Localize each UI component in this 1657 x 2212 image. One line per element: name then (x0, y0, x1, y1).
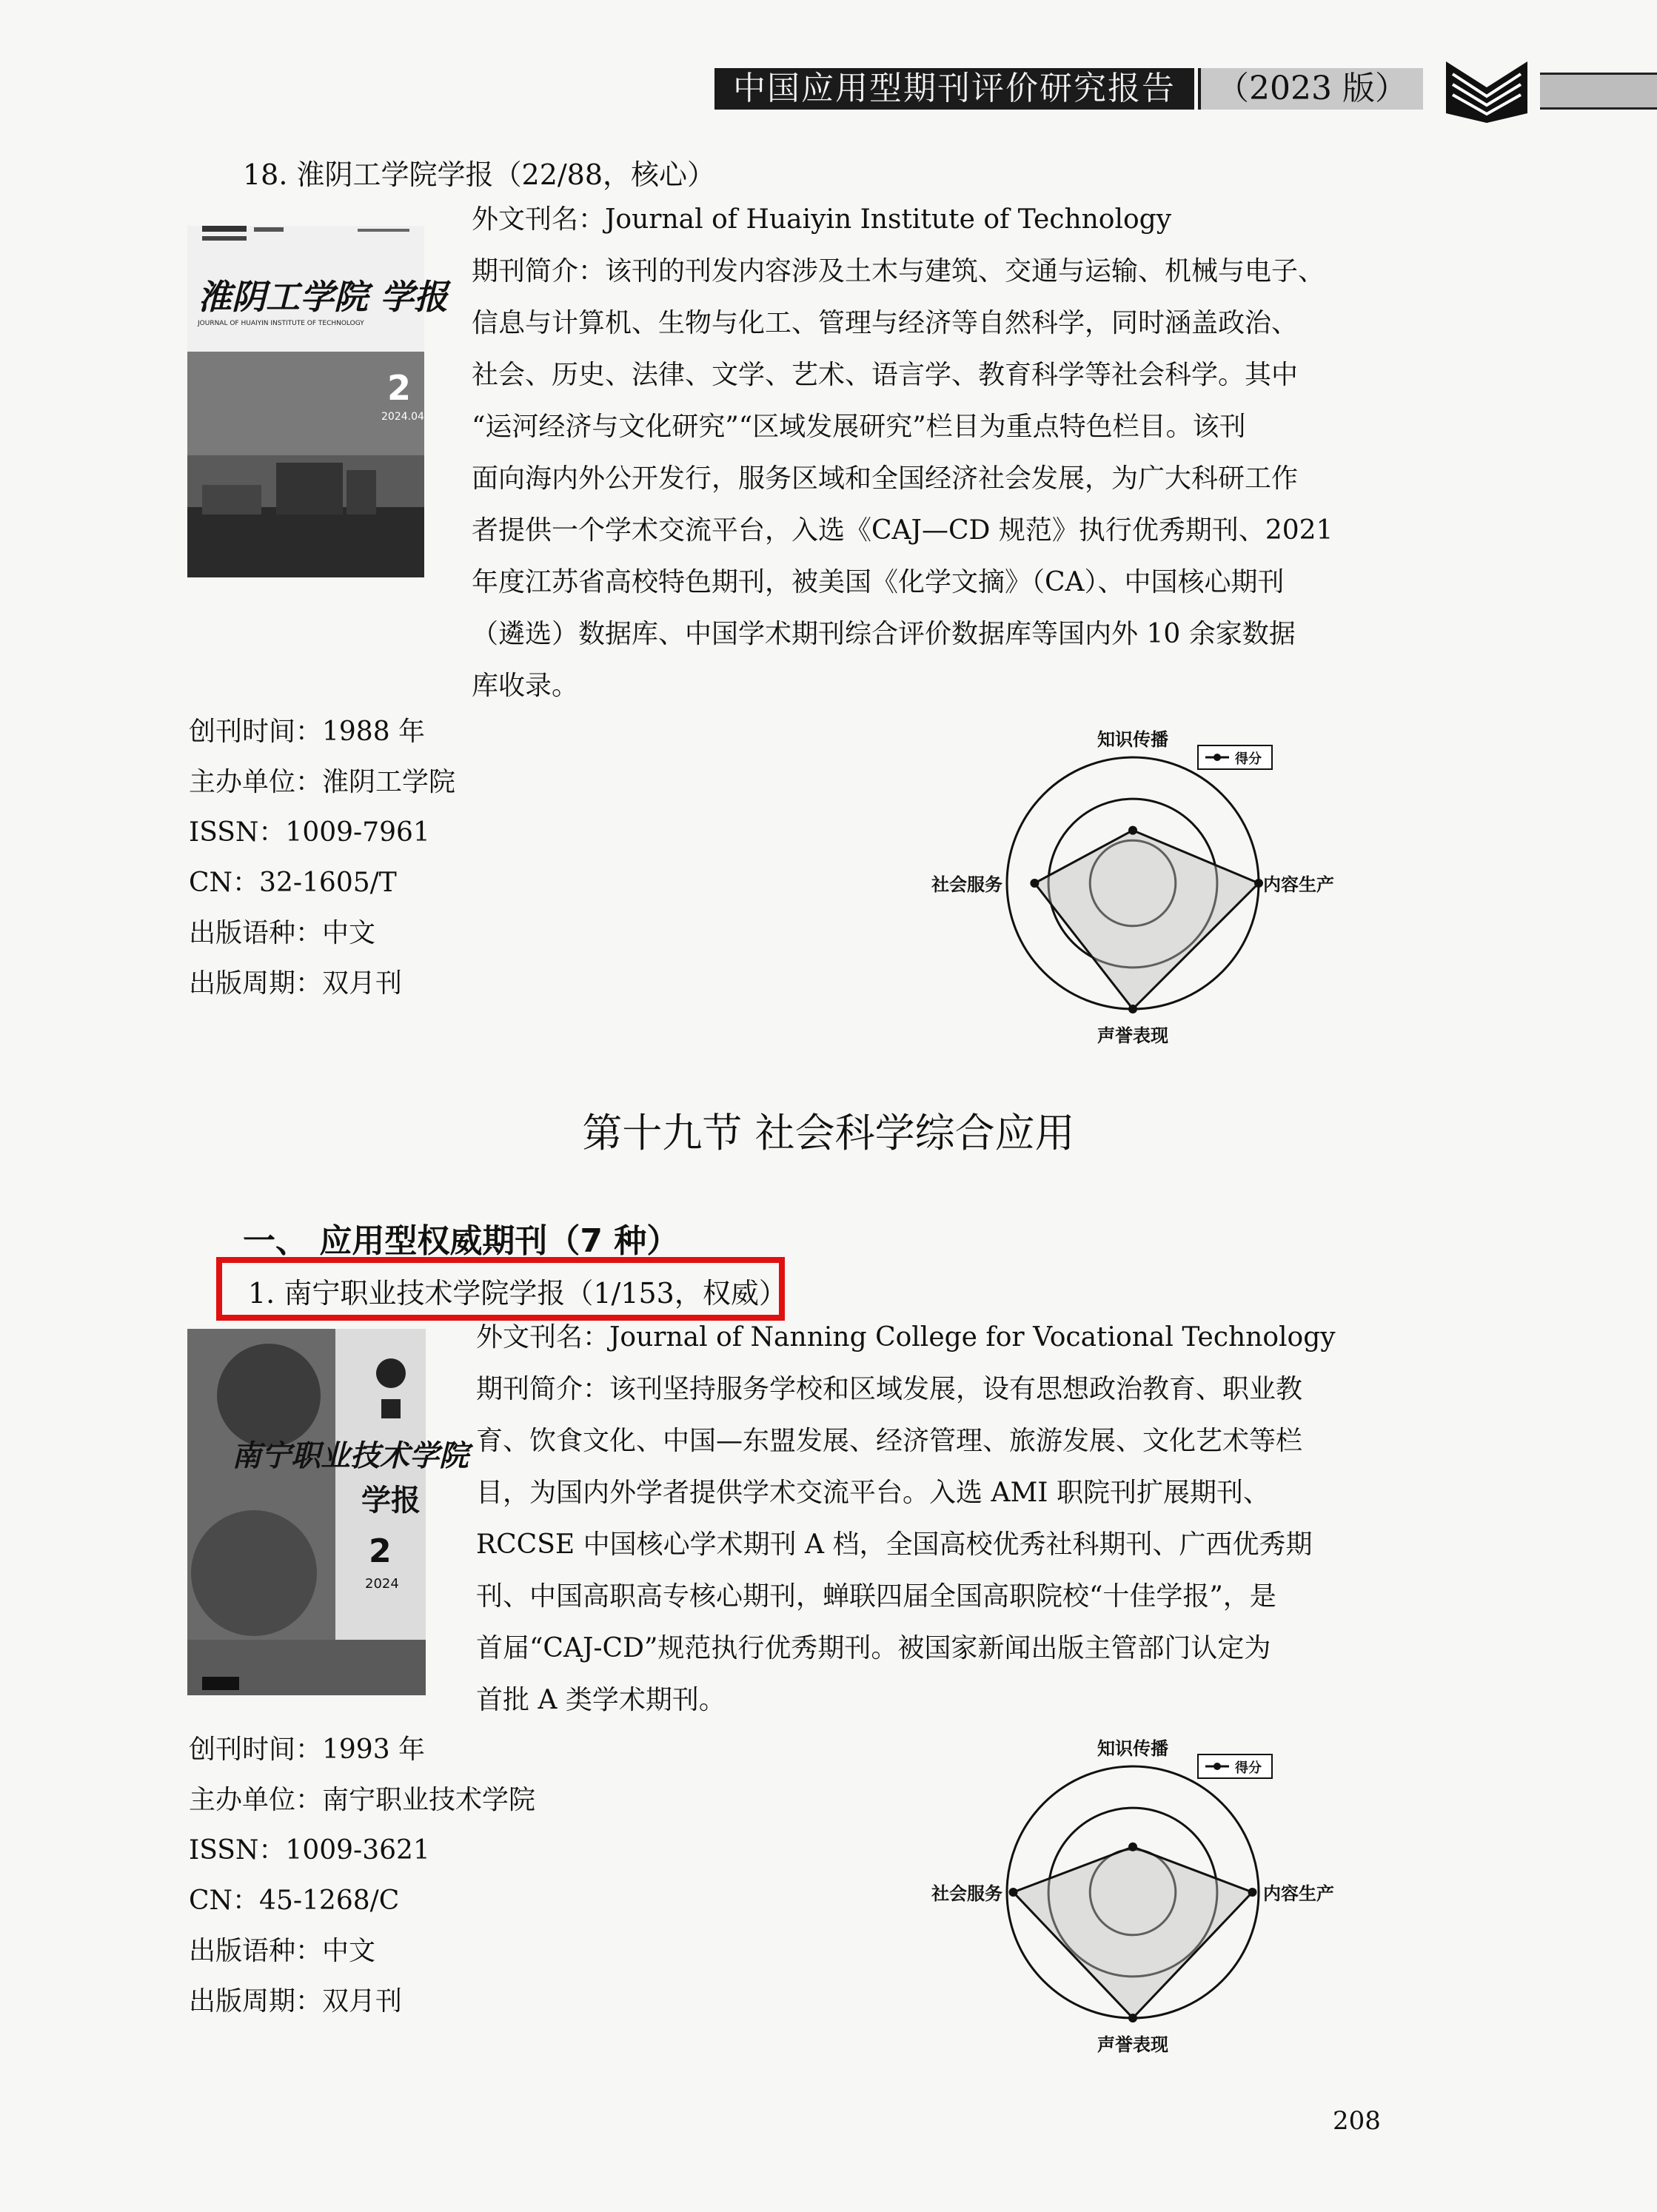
svg-text:2024.04: 2024.04 (381, 411, 424, 423)
radar-point-1 (1128, 1843, 1137, 1851)
radar-legend-label: 得分 (1235, 1760, 1262, 1776)
radar-axis-label-1: 知识传播 (1097, 1738, 1168, 1759)
journal-1-introduction: 外文刊名：Journal of Huaiyin Institute of Technology 期刊简介：该刊的刊发内容涉及土木与建筑、交通与运输、机械与电子、 信息与计算机、生物与化工、管理与经济等自然科学，同时涵盖政治、 社会、历史、法律、文学、艺术、语言学、教育科学等社会科学。其中 “运河经济与文化研究”“区域发展研究”栏目为重点特色栏目。该刊 面向海内外公开发行，服务区域和全国经济社会发展，为广大科研工作 者提供一个学术交流平台，入选《CAJ—CD 规范》执行优秀期刊、2021 年度江苏省高校特色期刊，被美国《化学文摘》（CA）、中国核心期刊 （遴选）数据库、中国学术期刊综合评价数据库等国内外 10 余家数据 库收录。 (472, 194, 1345, 712)
book-logo-icon (1442, 58, 1531, 124)
section-heading: 第十九节 社会科学综合应用 (582, 1110, 1075, 1156)
journal-1-sponsor: 主办单位：淮阴工学院 (189, 767, 456, 797)
radar-point-3 (1128, 2014, 1137, 2022)
journal-1-radar-chart (918, 707, 1377, 1055)
radar-axis-label-4: 社会服务 (931, 1883, 1002, 1904)
journal-1-metadata (189, 707, 455, 1009)
svg-text:2024: 2024 (365, 1576, 399, 1592)
journal-1-language: 出版语种：中文 (189, 918, 376, 948)
radar-axis-label-3: 声誉表现 (1097, 2034, 1168, 2055)
radar-point-2 (1248, 1888, 1257, 1897)
radar-legend-marker (1214, 754, 1221, 761)
journal-2-founded: 创刊时间：1993 年 (189, 1735, 426, 1765)
radar-point-1 (1128, 826, 1137, 835)
journal-1-frequency: 出版周期：双月刊 (189, 968, 403, 999)
radar-point-4 (1009, 1888, 1018, 1897)
radar-axis-label-1: 知识传播 (1097, 729, 1168, 750)
svg-text:JOURNAL OF HUAIYIN INSTITUTE O: JOURNAL OF HUAIYIN INSTITUTE OF TECHNOLOGY (198, 320, 364, 327)
journal-2-foreign-name: 外文刊名：Journal of Nanning College for Vocational Technology (476, 1322, 1336, 1353)
radar-point-2 (1254, 879, 1263, 888)
journal-2-cover-name: 南宁职业技术学院 (232, 1438, 469, 1473)
journal-1-founded: 创刊时间：1988 年 (189, 717, 426, 747)
journal-2-introduction: 外文刊名：Journal of Nanning College for Vocational Technology 期刊简介：该刊坚持服务学校和区域发展，设有思想政治教育、职业教 育、饮食文化、中国—东盟发展、经济管理、旅游发展、文化艺术等栏 目，为国内外学者提供学术交流平台。入选 AMI 职院刊扩展期刊、 RCCSE 中国核心学术期刊 A 档，全国高校优秀社科期刊、广西优秀期 刊、中国高职高专核心期刊，蝉联四届全国高职院校“十佳学报”，是 首届“CAJ-CD”规范执行优秀期刊。被国家新闻出版主管部门认定为 首批 A 类学术期刊。 (476, 1312, 1350, 1726)
journal-2-language: 出版语种：中文 (189, 1936, 376, 1966)
journal-2-radar-chart (918, 1716, 1377, 2064)
journal-2-issn: ISSN：1009-3621 (189, 1835, 430, 1866)
journal-2-cn: CN：45-1268/C (189, 1886, 400, 1916)
radar-point-4 (1030, 879, 1039, 888)
radar-score-polygon (1034, 831, 1259, 1009)
report-header-edition: （2023 版） (1198, 68, 1423, 110)
journal-2-frequency: 出版周期：双月刊 (189, 1986, 403, 2017)
radar-axis-label-3: 声誉表现 (1097, 1025, 1168, 1046)
journal-1-cn: CN：32-1605/T (189, 868, 397, 898)
journal-2-sponsor: 主办单位：南宁职业技术学院 (189, 1785, 536, 1815)
journal-2-metadata (189, 1725, 535, 2027)
journal-1-issn: ISSN：1009-7961 (189, 817, 430, 848)
radar-score-polygon (1014, 1847, 1253, 2018)
header-decoration-bar (1540, 73, 1657, 110)
sub-heading: 一、 应用型权威期刊（7 种） (243, 1222, 680, 1260)
radar-legend-marker (1214, 1763, 1221, 1770)
journal-2-title: 1. 南宁职业技术学院学报（1/153，权威） (248, 1277, 787, 1310)
journal-1-cover-image (187, 226, 449, 577)
journal-1-foreign-name: 外文刊名：Journal of Huaiyin Institute of Technology (472, 204, 1172, 235)
radar-axis-label-2: 内容生产 (1263, 1883, 1334, 1904)
svg-text:学报: 学报 (361, 1484, 421, 1518)
report-header-title: 中国应用型期刊评价研究报告 (714, 68, 1194, 110)
journal-2-cover-issue: 2 (369, 1532, 392, 1570)
journal-1-title: 18. 淮阴工学院学报（22/88，核心） (243, 158, 716, 191)
journal-2-cover-image (187, 1329, 469, 1695)
radar-legend-label: 得分 (1235, 751, 1262, 767)
radar-point-3 (1128, 1005, 1137, 1013)
journal-1-cover-issue: 2 (387, 368, 412, 408)
page-number: 208 (1333, 2106, 1381, 2136)
journal-1-cover-name: 淮阴工学院 学报 (198, 277, 449, 317)
radar-axis-label-4: 社会服务 (931, 874, 1002, 895)
radar-axis-label-2: 内容生产 (1263, 874, 1334, 895)
